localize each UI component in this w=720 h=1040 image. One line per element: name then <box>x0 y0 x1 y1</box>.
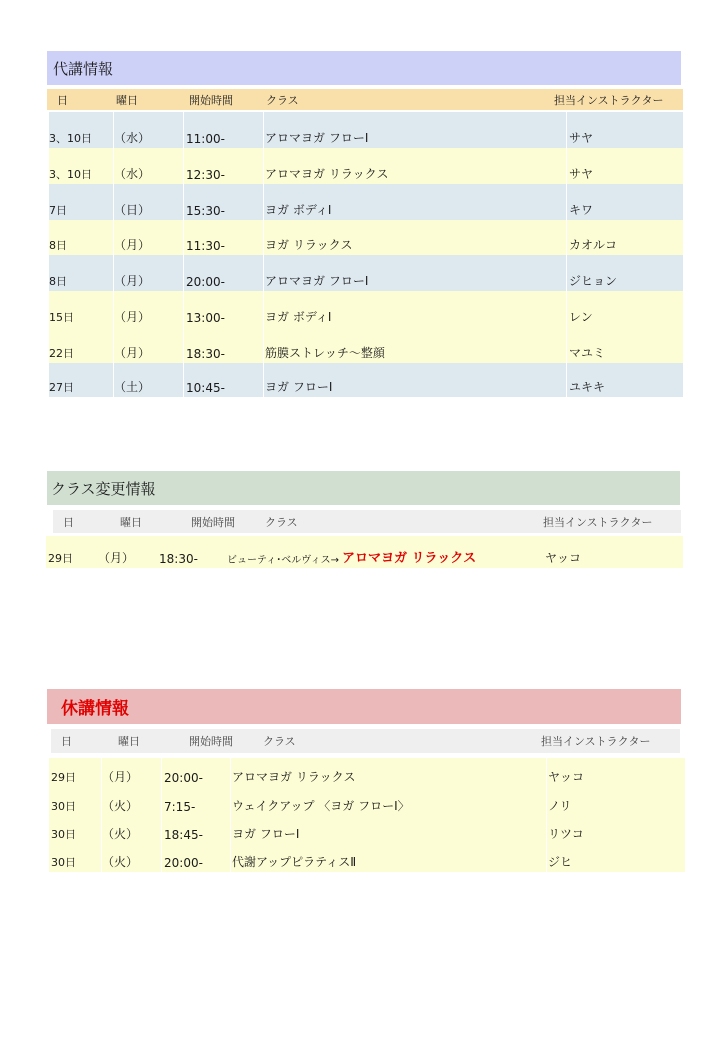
cell-day: 3、10日 <box>49 168 92 181</box>
cell-time: 11:30- <box>183 220 263 255</box>
cell-time: 15:30- <box>183 184 263 220</box>
table-row <box>49 220 683 255</box>
cell-class: アロマヨガ フローⅠ <box>263 112 566 148</box>
cell-class <box>227 536 545 568</box>
cell-time: 7:15- <box>161 787 230 816</box>
header-day: 日 <box>63 515 74 529</box>
cell-day: 30日 <box>51 800 76 813</box>
header-instructor: 担当インストラクター <box>554 93 664 107</box>
cell-day: 29日 <box>51 771 76 784</box>
cell-weekday: （水） <box>113 112 183 148</box>
cell-weekday: （月） <box>98 551 135 565</box>
header-weekday: 曜日 <box>116 93 138 107</box>
cell-class: ヨガ フローⅠ <box>263 363 566 397</box>
cell-day: 3、10日 <box>49 132 92 145</box>
substitute-table-header <box>47 89 683 110</box>
cell-weekday: （火） <box>101 844 161 872</box>
cell-day: 8日 <box>49 275 67 288</box>
cell-weekday: （月） <box>101 758 161 787</box>
header-day: 日 <box>61 735 72 748</box>
table-row <box>49 327 683 363</box>
cell-time: 20:00- <box>161 844 230 872</box>
change-table-body <box>46 536 683 568</box>
cell-time: 18:30- <box>183 327 263 363</box>
cell-instructor: レン <box>566 291 683 327</box>
header-time: 開始時間 <box>191 515 235 529</box>
cell-weekday: （月） <box>113 220 183 255</box>
cell-time: 20:00- <box>183 255 263 291</box>
cell-weekday: （月） <box>113 255 183 291</box>
cell-weekday: （土） <box>113 363 183 397</box>
cell-instructor: ユキキ <box>566 363 683 397</box>
table-row <box>49 291 683 327</box>
cell-day: 22日 <box>49 347 74 360</box>
header-instructor: 担当インストラクター <box>541 735 651 748</box>
cell-time: 18:30- <box>159 552 198 566</box>
substitute-section-title <box>47 51 681 85</box>
change-section-title <box>47 471 680 505</box>
header-weekday: 曜日 <box>120 515 142 529</box>
cell-class: ヨガ ボディⅠ <box>263 291 566 327</box>
cell-weekday: （火） <box>101 816 161 844</box>
cell-time: 13:00- <box>183 291 263 327</box>
cell-instructor: ジヒ <box>546 844 685 872</box>
table-row <box>49 184 683 220</box>
cell-instructor: カオルコ <box>566 220 683 255</box>
cell-weekday: （水） <box>113 148 183 184</box>
header-time: 開始時間 <box>189 735 233 748</box>
cell-weekday: （火） <box>101 787 161 816</box>
cell-day: 30日 <box>51 856 76 869</box>
class-from: ビューティ･ベルヴィス→ <box>227 555 339 566</box>
cell-weekday: （月） <box>113 327 183 363</box>
cell-instructor: マユミ <box>566 327 683 363</box>
cell-class: ウェイクアップ 〈ヨガ フローⅠ〉 <box>230 787 546 816</box>
header-class: クラス <box>265 515 298 529</box>
cell-day: 27日 <box>49 381 74 394</box>
cancel-section-title <box>47 689 681 724</box>
cell-weekday: （月） <box>113 291 183 327</box>
cell-instructor: サヤ <box>566 148 683 184</box>
table-row <box>49 112 683 148</box>
cell-instructor: リツコ <box>546 816 685 844</box>
table-row <box>49 787 685 816</box>
header-instructor: 担当インストラクター <box>543 515 653 529</box>
table-row <box>49 816 685 844</box>
change-title-text: クラス変更情報 <box>51 479 156 498</box>
table-row <box>46 536 683 568</box>
substitute-table-body <box>49 112 683 397</box>
cell-class: ヨガ リラックス <box>263 220 566 255</box>
header-day: 日 <box>57 93 68 107</box>
cell-class: 代謝アップピラティスⅡ <box>230 844 546 872</box>
change-table-header <box>53 510 681 533</box>
table-row <box>49 363 683 397</box>
cell-class: アロマヨガ リラックス <box>230 758 546 787</box>
cell-instructor: サヤ <box>566 112 683 148</box>
table-row <box>49 255 683 291</box>
cell-time: 11:00- <box>183 112 263 148</box>
cancel-title-text: 休講情報 <box>61 699 129 719</box>
header-time: 開始時間 <box>189 93 233 107</box>
table-row <box>49 844 685 872</box>
cell-weekday: （日） <box>113 184 183 220</box>
cell-class: アロマヨガ フローⅠ <box>263 255 566 291</box>
cell-time: 10:45- <box>183 363 263 397</box>
cell-instructor: キワ <box>566 184 683 220</box>
cell-day: 29日 <box>48 552 73 565</box>
cell-day: 15日 <box>49 311 74 324</box>
class-to: アロマヨガ リラックス <box>341 551 477 566</box>
cell-instructor: ノリ <box>546 787 685 816</box>
cell-instructor: ヤッコ <box>546 758 685 787</box>
cell-instructor: ヤッコ <box>545 551 582 565</box>
header-class: クラス <box>263 735 296 748</box>
substitute-title-text: 代講情報 <box>53 59 114 78</box>
cell-class: ヨガ ボディⅠ <box>263 184 566 220</box>
table-row <box>49 758 685 787</box>
header-class: クラス <box>266 93 299 107</box>
cell-instructor: ジヒョン <box>566 255 683 291</box>
cell-day: 8日 <box>49 239 67 252</box>
cell-class: アロマヨガ リラックス <box>263 148 566 184</box>
cell-class: ヨガ フローⅠ <box>230 816 546 844</box>
cancel-table-header <box>51 729 680 753</box>
cell-day: 30日 <box>51 828 76 841</box>
header-weekday: 曜日 <box>118 735 140 748</box>
cancel-table-body <box>49 758 685 872</box>
cell-day: 7日 <box>49 204 67 217</box>
cell-time: 20:00- <box>161 758 230 787</box>
cell-time: 12:30- <box>183 148 263 184</box>
cell-class: 筋膜ストレッチ～整顔 <box>263 327 566 363</box>
table-row <box>49 148 683 184</box>
cell-time: 18:45- <box>161 816 230 844</box>
